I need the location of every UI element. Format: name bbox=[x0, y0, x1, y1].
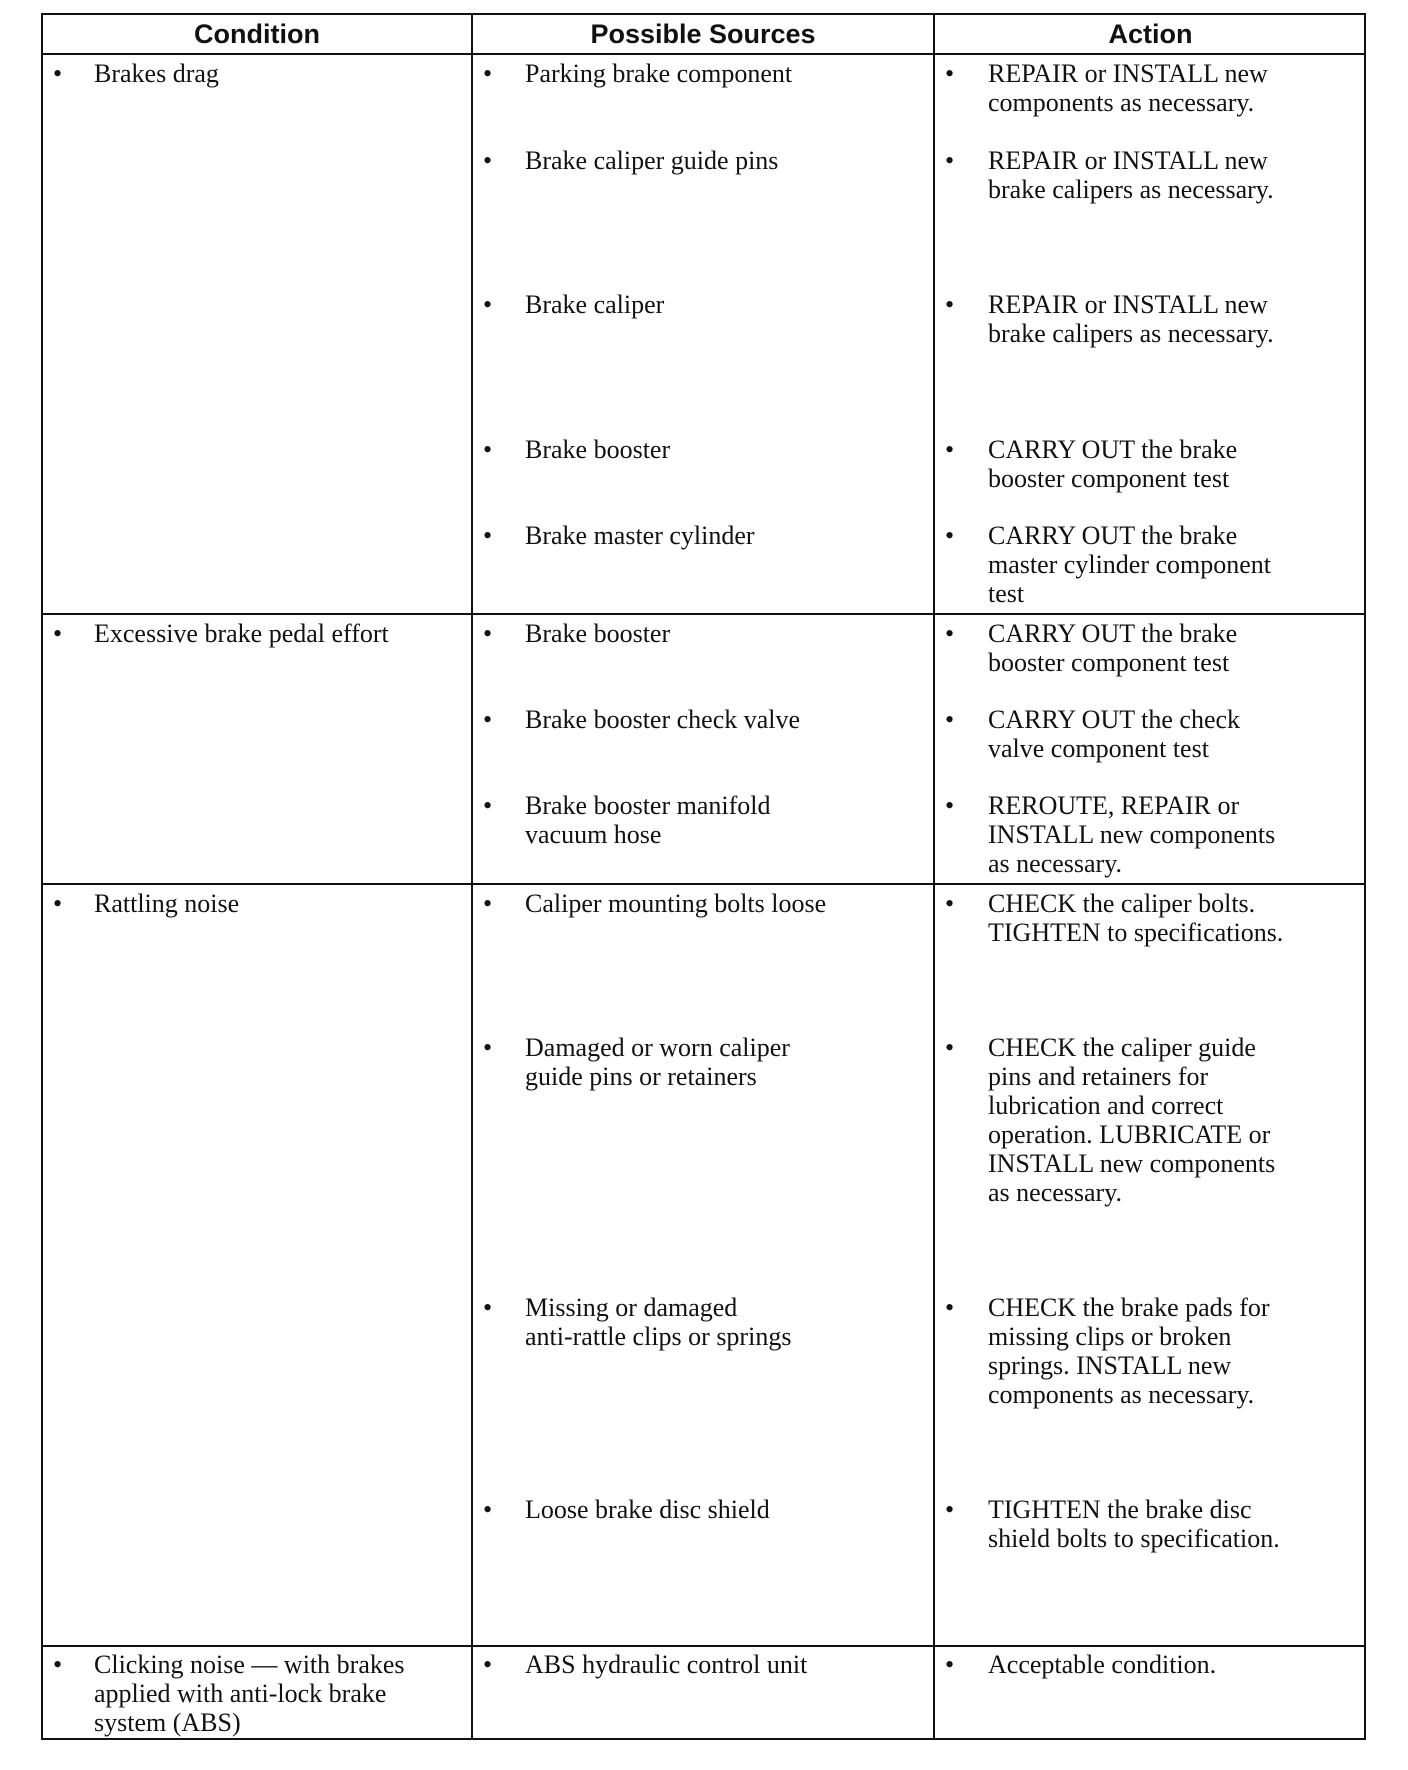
condition-cell: Excessive brake pedal effort bbox=[94, 619, 389, 648]
header-possible-sources: Possible Sources bbox=[590, 19, 816, 49]
header-action: Action bbox=[1108, 19, 1193, 49]
condition-cell: Brakes drag bbox=[94, 59, 219, 88]
action-bullet: • bbox=[945, 889, 955, 918]
source-bullet: • bbox=[483, 791, 493, 820]
source-bullet: • bbox=[483, 59, 493, 88]
column-divider bbox=[471, 15, 473, 1738]
condition-bullet: • bbox=[53, 59, 63, 88]
source-bullet: • bbox=[483, 146, 493, 175]
action-bullet: • bbox=[945, 1650, 955, 1679]
action-bullet: • bbox=[945, 290, 955, 319]
action-bullet: • bbox=[945, 1495, 955, 1524]
action-cell: CHECK the caliper bolts. TIGHTEN to specifications. bbox=[988, 889, 1284, 947]
source-cell: Caliper mounting bolts loose bbox=[525, 889, 827, 918]
source-cell: Brake caliper guide pins bbox=[525, 146, 779, 175]
source-cell: Brake booster manifold vacuum hose bbox=[525, 791, 771, 849]
source-bullet: • bbox=[483, 1293, 493, 1322]
action-bullet: • bbox=[945, 146, 955, 175]
source-bullet: • bbox=[483, 705, 493, 734]
header-condition: Condition bbox=[194, 19, 320, 49]
row-divider bbox=[43, 613, 1364, 615]
action-cell: CARRY OUT the brake master cylinder component test bbox=[988, 521, 1272, 608]
source-bullet: • bbox=[483, 521, 493, 550]
source-cell: Parking brake component bbox=[525, 59, 793, 88]
action-cell: TIGHTEN the brake disc shield bolts to specification. bbox=[988, 1495, 1280, 1553]
condition-bullet: • bbox=[53, 889, 63, 918]
diagnosis-table bbox=[41, 13, 1366, 1740]
condition-cell: Clicking noise — with brakes applied with anti-lock brake system (ABS) bbox=[94, 1650, 405, 1737]
action-cell: REPAIR or INSTALL new brake calipers as necessary. bbox=[988, 146, 1274, 204]
source-bullet: • bbox=[483, 1033, 493, 1062]
row-divider bbox=[43, 883, 1364, 885]
row-divider bbox=[43, 1645, 1364, 1647]
action-bullet: • bbox=[945, 619, 955, 648]
action-cell: REPAIR or INSTALL new brake calipers as necessary. bbox=[988, 290, 1274, 348]
action-cell: CHECK the caliper guide pins and retainers for lubrication and correct operation. LUBRICATE or INSTALL new components as necessary. bbox=[988, 1033, 1276, 1207]
action-cell: CARRY OUT the brake booster component test bbox=[988, 619, 1238, 677]
source-bullet: • bbox=[483, 889, 493, 918]
source-cell: Brake booster bbox=[525, 435, 671, 464]
source-bullet: • bbox=[483, 1495, 493, 1524]
action-bullet: • bbox=[945, 1033, 955, 1062]
source-cell: Brake master cylinder bbox=[525, 521, 755, 550]
header-divider bbox=[43, 53, 1364, 55]
action-cell: CARRY OUT the brake booster component test bbox=[988, 435, 1238, 493]
condition-bullet: • bbox=[53, 619, 63, 648]
action-bullet: • bbox=[945, 521, 955, 550]
action-cell: REPAIR or INSTALL new components as necessary. bbox=[988, 59, 1268, 117]
condition-cell: Rattling noise bbox=[94, 889, 240, 918]
action-cell: REROUTE, REPAIR or INSTALL new components as necessary. bbox=[988, 791, 1276, 878]
column-divider bbox=[933, 15, 935, 1738]
action-bullet: • bbox=[945, 59, 955, 88]
action-cell: CHECK the brake pads for missing clips or broken springs. INSTALL new components as necessary. bbox=[988, 1293, 1270, 1409]
source-cell: Brake booster check valve bbox=[525, 705, 801, 734]
source-cell: Brake booster bbox=[525, 619, 671, 648]
source-bullet: • bbox=[483, 1650, 493, 1679]
source-cell: ABS hydraulic control unit bbox=[525, 1650, 808, 1679]
source-cell: Brake caliper bbox=[525, 290, 665, 319]
source-cell: Loose brake disc shield bbox=[525, 1495, 770, 1524]
source-bullet: • bbox=[483, 619, 493, 648]
source-cell: Damaged or worn caliper guide pins or retainers bbox=[525, 1033, 790, 1091]
condition-bullet: • bbox=[53, 1650, 63, 1679]
action-cell: Acceptable condition. bbox=[988, 1650, 1217, 1679]
source-cell: Missing or damaged anti-rattle clips or springs bbox=[525, 1293, 792, 1351]
action-bullet: • bbox=[945, 705, 955, 734]
action-cell: CARRY OUT the check valve component test bbox=[988, 705, 1241, 763]
action-bullet: • bbox=[945, 791, 955, 820]
source-bullet: • bbox=[483, 290, 493, 319]
source-bullet: • bbox=[483, 435, 493, 464]
action-bullet: • bbox=[945, 435, 955, 464]
action-bullet: • bbox=[945, 1293, 955, 1322]
